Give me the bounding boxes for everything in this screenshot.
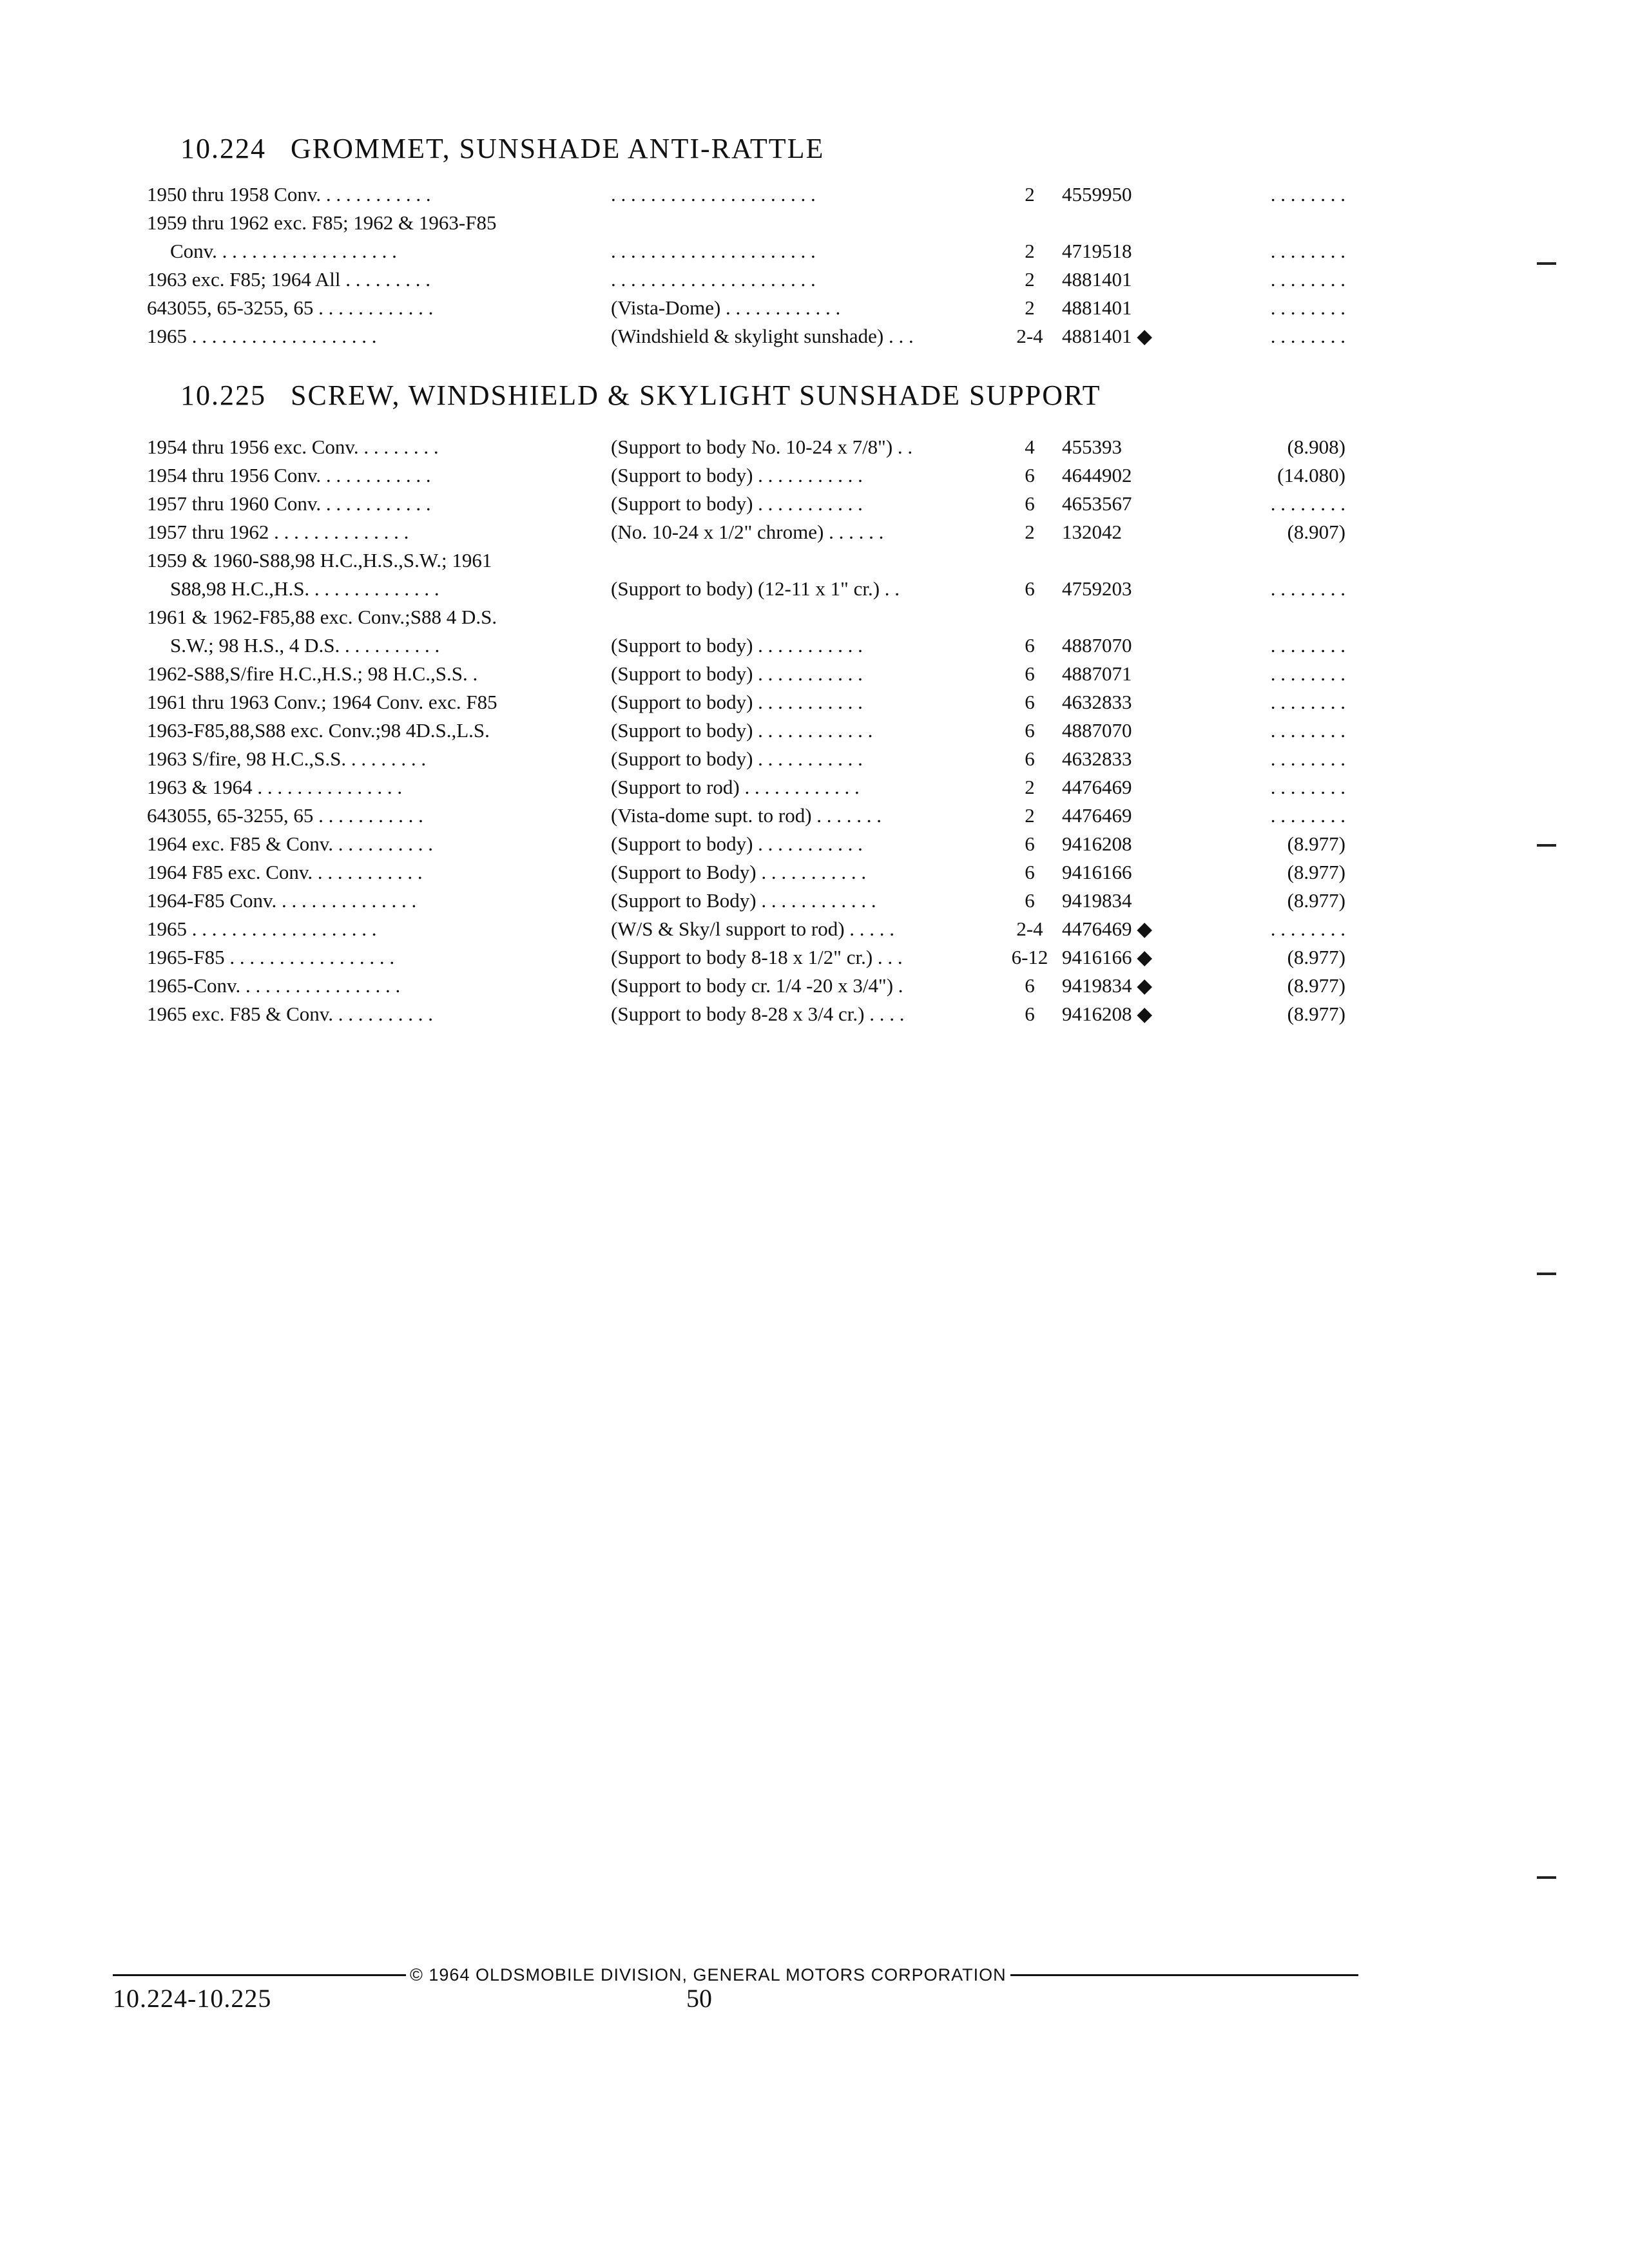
table-row <box>147 802 1358 830</box>
quantity-cell: 6 <box>1025 492 1035 515</box>
application-cell: 1959 & 1960-S88,98 H.C.,H.S.,S.W.; 1961 <box>147 549 492 572</box>
reference-cell: (8.977) <box>1287 861 1345 883</box>
table-row <box>147 294 1358 322</box>
reference-cell: . . . . . . . . <box>1270 662 1345 685</box>
quantity-cell: 2 <box>1025 240 1035 262</box>
quantity-cell: 4 <box>1025 436 1035 458</box>
part-number-cell: 4476469 <box>1062 804 1132 827</box>
description-cell: . . . . . . . . . . . . . . . . . . . . . <box>611 183 816 206</box>
part-number-cell: 4632833 <box>1062 747 1132 770</box>
application-cell: 1965 exc. F85 & Conv. . . . . . . . . . . <box>147 1003 434 1025</box>
reference-cell: . . . . . . . . <box>1270 634 1345 657</box>
application-cell: 1957 thru 1960 Conv. . . . . . . . . . . . <box>147 492 431 515</box>
application-cell: 1954 thru 1956 exc. Conv. . . . . . . . . <box>147 436 439 458</box>
part-number-cell: 132042 <box>1062 521 1122 543</box>
description-cell: (Support to Body) . . . . . . . . . . . <box>611 861 867 883</box>
quantity-cell: 6 <box>1025 747 1035 770</box>
footer-copyright-line <box>113 1965 1305 1985</box>
application-cell: 1962-S88,S/fire H.C.,H.S.; 98 H.C.,S.S. . <box>147 662 478 685</box>
copyright-text: © 1964 OLDSMOBILE DIVISION, GENERAL MOTORS CORPORATION <box>410 1965 1007 1984</box>
reference-cell: . . . . . . . . <box>1270 240 1345 262</box>
quantity-cell: 2 <box>1025 268 1035 291</box>
application-cell: 1959 thru 1962 exc. F85; 1962 & 1963-F85 <box>147 211 497 234</box>
reference-cell: (8.907) <box>1287 521 1345 543</box>
reference-cell: . . . . . . . . <box>1270 296 1345 319</box>
quantity-cell: 6 <box>1025 861 1035 883</box>
reference-cell: . . . . . . . . <box>1270 183 1345 206</box>
application-cell: 643055, 65-3255, 65 . . . . . . . . . . . . <box>147 296 434 319</box>
application-cell: 1961 thru 1963 Conv.; 1964 Conv. exc. F85 <box>147 691 497 713</box>
table-row <box>147 490 1358 518</box>
quantity-cell: 6 <box>1025 577 1035 600</box>
description-cell: (Support to body 8-28 x 3/4 cr.) . . . . <box>611 1003 905 1025</box>
table-row <box>147 631 1358 660</box>
part-number-cell: 4887070 <box>1062 634 1132 657</box>
quantity-cell: 6 <box>1025 1003 1035 1025</box>
table-row <box>147 265 1358 294</box>
table-row <box>147 322 1358 351</box>
table-row <box>147 1000 1358 1028</box>
part-number-cell: 4476469 <box>1062 776 1132 798</box>
part-number-cell: 4559950 <box>1062 183 1132 206</box>
reference-cell: . . . . . . . . <box>1270 747 1345 770</box>
description-cell: (Support to body) . . . . . . . . . . . <box>611 832 863 855</box>
part-number-cell: 9416208 ◆ <box>1062 1003 1153 1025</box>
margin-mark <box>1537 1876 1556 1879</box>
reference-cell: . . . . . . . . <box>1270 577 1345 600</box>
section-number: 10.225 <box>180 380 266 411</box>
quantity-cell: 2 <box>1025 804 1035 827</box>
description-cell: (Support to body No. 10-24 x 7/8") . . <box>611 436 913 458</box>
table-row <box>147 943 1358 972</box>
application-cell: S88,98 H.C.,H.S. . . . . . . . . . . . . . <box>170 577 439 600</box>
application-cell: 1965-F85 . . . . . . . . . . . . . . . . . <box>147 946 395 968</box>
part-number-cell: 4881401 ◆ <box>1062 325 1153 347</box>
application-cell: S.W.; 98 H.S., 4 D.S. . . . . . . . . . . <box>170 634 440 657</box>
application-cell: 643055, 65-3255, 65 . . . . . . . . . . . <box>147 804 423 827</box>
part-number-cell: 9416208 <box>1062 832 1132 855</box>
quantity-cell: 6 <box>1025 974 1035 997</box>
part-number-cell: 9416166 ◆ <box>1062 946 1153 968</box>
table-row <box>147 745 1358 773</box>
application-cell: 1964 F85 exc. Conv. . . . . . . . . . . . <box>147 861 423 883</box>
table-row <box>147 433 1358 461</box>
footer-rule-left <box>113 1974 406 1976</box>
part-number-cell: 4881401 <box>1062 268 1132 291</box>
description-cell: (Support to body) . . . . . . . . . . . <box>611 492 863 515</box>
reference-cell: (8.977) <box>1287 832 1345 855</box>
reference-cell: (8.908) <box>1287 436 1345 458</box>
table-row <box>147 858 1358 887</box>
description-cell: (Windshield & skylight sunshade) . . . <box>611 325 914 347</box>
part-number-cell: 4653567 <box>1062 492 1132 515</box>
table-row <box>147 688 1358 716</box>
footer-rule-right <box>1010 1974 1358 1976</box>
section-title: SCREW, WINDSHIELD & SKYLIGHT SUNSHADE SUPPORT <box>291 380 1101 411</box>
part-number-cell: 4719518 <box>1062 240 1132 262</box>
table-row <box>147 915 1358 943</box>
margin-mark <box>1537 262 1556 265</box>
reference-cell: (14.080) <box>1277 464 1345 486</box>
application-cell: 1965 . . . . . . . . . . . . . . . . . . . <box>147 325 377 347</box>
application-cell: 1964-F85 Conv. . . . . . . . . . . . . . . <box>147 889 417 912</box>
part-number-cell: 4644902 <box>1062 464 1132 486</box>
reference-cell: (8.977) <box>1287 889 1345 912</box>
reference-cell: (8.977) <box>1287 1003 1345 1025</box>
description-cell: (Support to body) . . . . . . . . . . . <box>611 691 863 713</box>
application-cell: 1963 & 1964 . . . . . . . . . . . . . . . <box>147 776 403 798</box>
part-number-cell: 4759203 <box>1062 577 1132 600</box>
table-row <box>147 518 1358 546</box>
application-cell: 1957 thru 1962 . . . . . . . . . . . . . . <box>147 521 409 543</box>
table-row <box>147 575 1358 603</box>
table-row <box>147 461 1358 490</box>
description-cell: (Support to body 8-18 x 1/2" cr.) . . . <box>611 946 903 968</box>
table-row <box>147 660 1358 688</box>
table-row <box>147 972 1358 1000</box>
description-cell: (Vista-Dome) . . . . . . . . . . . . <box>611 296 841 319</box>
quantity-cell: 6 <box>1025 832 1035 855</box>
quantity-cell: 2 <box>1025 296 1035 319</box>
reference-cell: . . . . . . . . <box>1270 325 1345 347</box>
part-number-cell: 9416166 <box>1062 861 1132 883</box>
margin-mark <box>1537 1273 1556 1275</box>
quantity-cell: 6-12 <box>1011 946 1048 968</box>
quantity-cell: 6 <box>1025 719 1035 742</box>
application-cell: 1954 thru 1956 Conv. . . . . . . . . . . . <box>147 464 431 486</box>
description-cell: (Support to Body) . . . . . . . . . . . . <box>611 889 876 912</box>
table-row <box>147 546 1358 575</box>
table-row <box>147 830 1358 858</box>
application-cell: Conv. . . . . . . . . . . . . . . . . . . <box>170 240 397 262</box>
application-cell: 1963 S/fire, 98 H.C.,S.S. . . . . . . . . <box>147 747 427 770</box>
section-number: 10.224 <box>180 133 266 164</box>
quantity-cell: 6 <box>1025 691 1035 713</box>
reference-cell: . . . . . . . . <box>1270 918 1345 940</box>
description-cell: (Support to body) . . . . . . . . . . . <box>611 747 863 770</box>
reference-cell: . . . . . . . . <box>1270 776 1345 798</box>
table-row <box>147 180 1358 209</box>
description-cell: (Support to body) . . . . . . . . . . . <box>611 464 863 486</box>
description-cell: (Support to body) . . . . . . . . . . . <box>611 634 863 657</box>
parts-table-10-225 <box>147 433 1358 1028</box>
page-number: 50 <box>686 1984 712 2013</box>
quantity-cell: 2 <box>1025 183 1035 206</box>
part-number-cell: 4887070 <box>1062 719 1132 742</box>
application-cell: 1963-F85,88,S88 exc. Conv.;98 4D.S.,L.S. <box>147 719 490 742</box>
part-number-cell: 4887071 <box>1062 662 1132 685</box>
part-number-cell: 4632833 <box>1062 691 1132 713</box>
description-cell: (Support to body cr. 1/4 -20 x 3/4") . <box>611 974 903 997</box>
section-heading-10-224 <box>180 132 824 165</box>
table-row <box>147 773 1358 802</box>
quantity-cell: 6 <box>1025 662 1035 685</box>
quantity-cell: 2-4 <box>1016 918 1043 940</box>
part-number-cell: 4881401 <box>1062 296 1132 319</box>
description-cell: (Support to body) (12-11 x 1" cr.) . . <box>611 577 900 600</box>
reference-cell: (8.977) <box>1287 974 1345 997</box>
description-cell: (Support to rod) . . . . . . . . . . . . <box>611 776 860 798</box>
application-cell: 1950 thru 1958 Conv. . . . . . . . . . . . <box>147 183 431 206</box>
description-cell: (No. 10-24 x 1/2" chrome) . . . . . . <box>611 521 884 543</box>
table-row <box>147 209 1358 237</box>
reference-cell: . . . . . . . . <box>1270 691 1345 713</box>
application-cell: 1963 exc. F85; 1964 All . . . . . . . . . <box>147 268 431 291</box>
application-cell: 1961 & 1962-F85,88 exc. Conv.;S88 4 D.S. <box>147 606 497 628</box>
reference-cell: (8.977) <box>1287 946 1345 968</box>
page-section-range: 10.224-10.225 <box>113 1984 272 2013</box>
application-cell: 1965 . . . . . . . . . . . . . . . . . . . <box>147 918 377 940</box>
quantity-cell: 6 <box>1025 634 1035 657</box>
reference-cell: . . . . . . . . <box>1270 719 1345 742</box>
application-cell: 1964 exc. F85 & Conv. . . . . . . . . . . <box>147 832 434 855</box>
part-number-cell: 455393 <box>1062 436 1122 458</box>
quantity-cell: 2 <box>1025 776 1035 798</box>
application-cell: 1965-Conv. . . . . . . . . . . . . . . . . <box>147 974 401 997</box>
description-cell: . . . . . . . . . . . . . . . . . . . . . <box>611 268 816 291</box>
quantity-cell: 2 <box>1025 521 1035 543</box>
part-number-cell: 9419834 ◆ <box>1062 974 1153 997</box>
table-row <box>147 603 1358 631</box>
table-row <box>147 887 1358 915</box>
quantity-cell: 6 <box>1025 464 1035 486</box>
reference-cell: . . . . . . . . <box>1270 804 1345 827</box>
margin-mark <box>1537 844 1556 847</box>
parts-table-10-224 <box>147 180 1358 351</box>
part-number-cell: 4476469 ◆ <box>1062 918 1153 940</box>
quantity-cell: 6 <box>1025 889 1035 912</box>
part-number-cell: 9419834 <box>1062 889 1132 912</box>
description-cell: . . . . . . . . . . . . . . . . . . . . . <box>611 240 816 262</box>
description-cell: (Vista-dome supt. to rod) . . . . . . . <box>611 804 882 827</box>
reference-cell: . . . . . . . . <box>1270 492 1345 515</box>
reference-cell: . . . . . . . . <box>1270 268 1345 291</box>
table-row <box>147 716 1358 745</box>
description-cell: (Support to body) . . . . . . . . . . . <box>611 662 863 685</box>
section-heading-10-225 <box>180 379 1101 412</box>
section-title: GROMMET, SUNSHADE ANTI-RATTLE <box>291 133 825 164</box>
table-row <box>147 237 1358 265</box>
description-cell: (Support to body) . . . . . . . . . . . . <box>611 719 873 742</box>
quantity-cell: 2-4 <box>1016 325 1043 347</box>
description-cell: (W/S & Sky/l support to rod) . . . . . <box>611 918 895 940</box>
